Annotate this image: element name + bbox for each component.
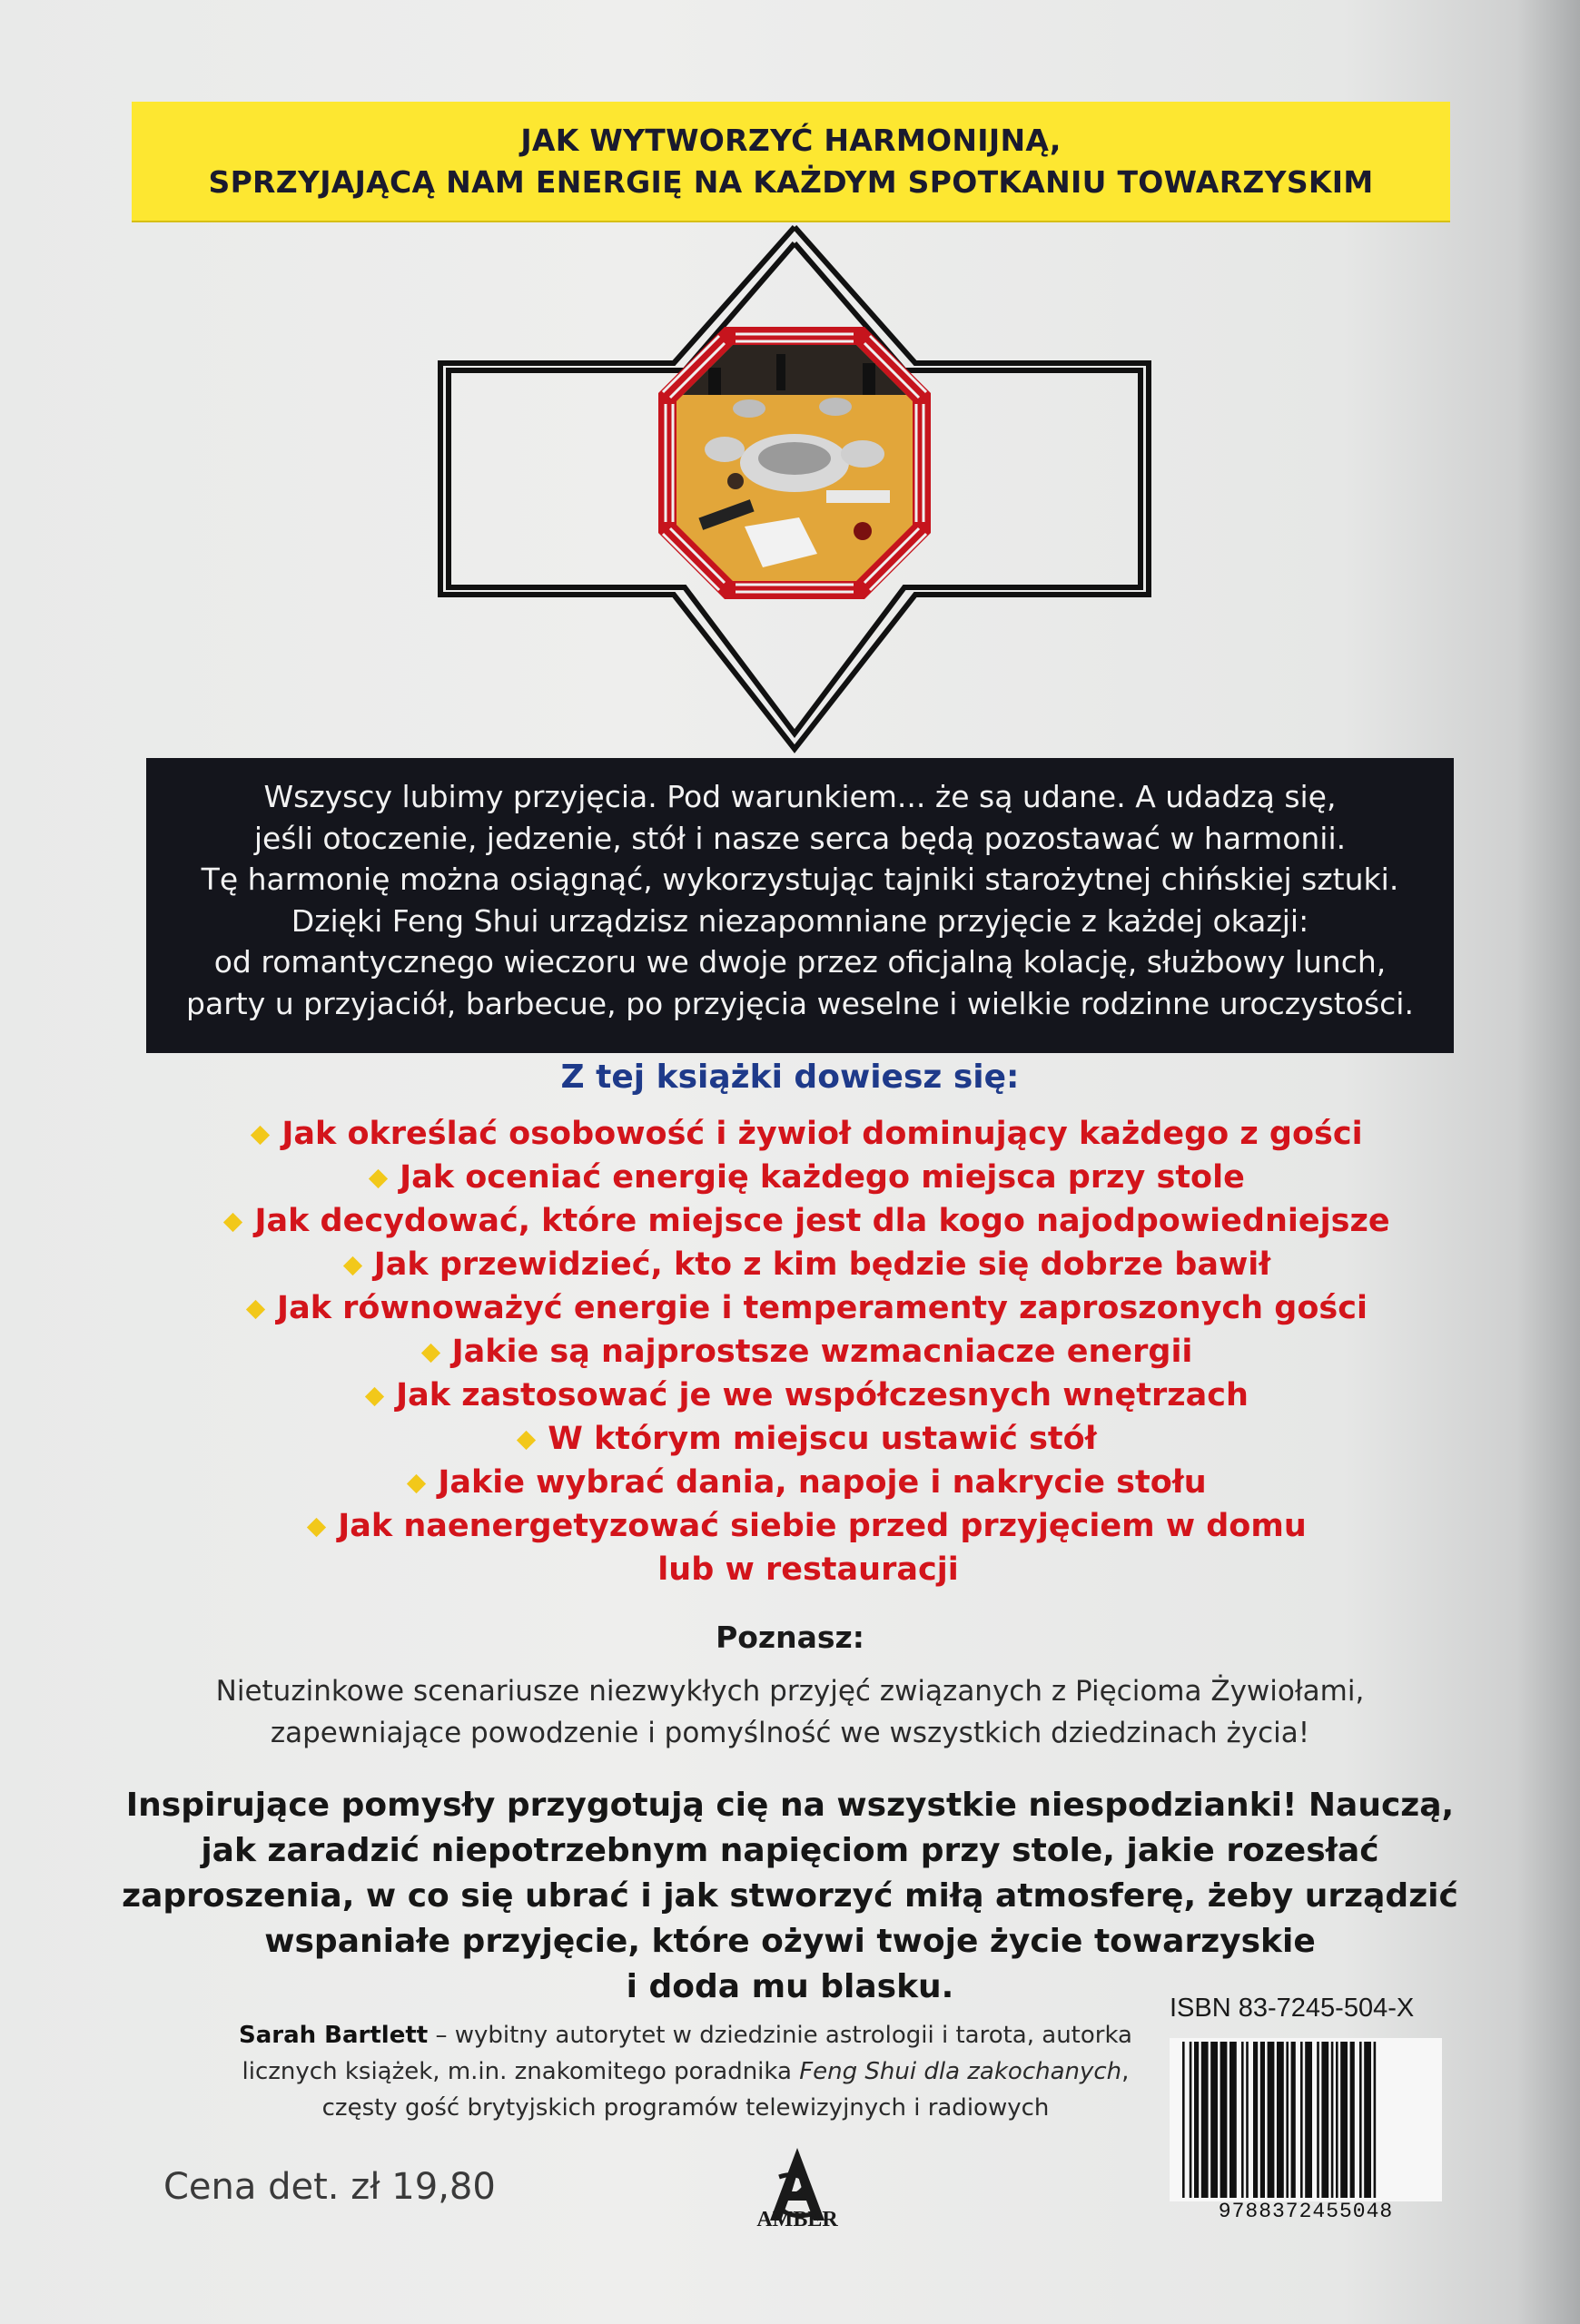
benefit-text-continuation: lub w restauracji bbox=[657, 1551, 959, 1588]
feng-shui-table-emblem bbox=[436, 218, 1153, 753]
barcode-bar bbox=[1305, 2042, 1312, 2198]
benefit-item bbox=[182, 1286, 1435, 1330]
barcode-bar bbox=[1286, 2042, 1289, 2198]
barcode-bar bbox=[1260, 2042, 1265, 2198]
intro-line: Dzięki Feng Shui urządzisz niezapomniane przyjęcie z każdej okazji: bbox=[291, 902, 1309, 939]
benefits-list bbox=[182, 1112, 1435, 1591]
author-bio bbox=[173, 2017, 1199, 2126]
barcode-bar bbox=[1220, 2042, 1228, 2198]
benefit-item bbox=[182, 1156, 1435, 1199]
intro-line: Tę harmonię można osiągnąć, wykorzystując tajniki starożytnej chińskiej sztuki. bbox=[201, 862, 1399, 897]
barcode-bar bbox=[1190, 2042, 1192, 2198]
promo-paragraph bbox=[118, 1783, 1462, 2010]
diamond-bullet-icon bbox=[369, 1168, 388, 1187]
know-heading: Poznasz: bbox=[716, 1620, 864, 1655]
barcode-bar bbox=[1210, 2042, 1218, 2198]
diamond-bullet-icon bbox=[251, 1125, 270, 1144]
benefit-item bbox=[182, 1417, 1435, 1461]
barcode-bar bbox=[1194, 2042, 1199, 2198]
barcode-bar bbox=[1246, 2042, 1249, 2198]
barcode-bar bbox=[1336, 2042, 1338, 2198]
diamond-bullet-icon bbox=[343, 1256, 362, 1275]
benefit-text: Jak decydować, które miejsce jest dla kogo najodpowiedniejsze bbox=[254, 1203, 1390, 1239]
benefit-item bbox=[182, 1504, 1435, 1591]
benefit-item bbox=[182, 1243, 1435, 1286]
barcode-bar bbox=[1317, 2042, 1319, 2198]
benefit-item bbox=[182, 1112, 1435, 1156]
diamond-bullet-icon bbox=[307, 1517, 326, 1536]
benefit-text: Jakie są najprostsze wzmacniacze energii bbox=[451, 1334, 1193, 1370]
barcode-bar bbox=[1340, 2042, 1348, 2198]
benefit-text: W którym miejscu ustawić stół bbox=[548, 1421, 1097, 1457]
barcode-bar bbox=[1201, 2042, 1209, 2198]
promo-line: zaproszenia, w co się ubrać i jak stworzyć miłą atmosferę, żeby urządzić bbox=[122, 1877, 1458, 1915]
diamond-bullet-icon bbox=[246, 1299, 265, 1318]
barcode-bar bbox=[1350, 2042, 1355, 2198]
isbn-label: ISBN 83-7245-504-X bbox=[1170, 1994, 1415, 2023]
publisher-name: AMBER bbox=[756, 2208, 838, 2231]
diamond-bullet-icon bbox=[407, 1473, 426, 1492]
promo-line: wspaniałe przyjęcie, które ożywi twoje życie towarzyskie bbox=[264, 1923, 1316, 1960]
barcode-bar bbox=[1182, 2042, 1185, 2198]
barcode bbox=[1170, 2038, 1442, 2201]
barcode-bar bbox=[1374, 2042, 1377, 2198]
diamond-bullet-icon bbox=[223, 1212, 242, 1231]
book-title-reference: Feng Shui dla zakochanych bbox=[799, 2058, 1122, 2085]
headline-band bbox=[132, 102, 1450, 222]
know-line: Nietuzinkowe scenariusze niezwykłych przyjęć związanych z Pięcioma Żywiołami, bbox=[215, 1675, 1365, 1708]
diamond-bullet-icon bbox=[420, 1343, 439, 1362]
benefit-item bbox=[182, 1374, 1435, 1417]
table-setting-photo bbox=[672, 340, 917, 586]
diamond-bullet-icon bbox=[517, 1430, 536, 1449]
benefit-item bbox=[182, 1461, 1435, 1504]
barcode-bar bbox=[1331, 2042, 1334, 2198]
know-line: zapewniające powodzenie i pomyślność we wszystkich dziedzinach życia! bbox=[270, 1717, 1310, 1749]
know-text bbox=[91, 1670, 1489, 1754]
benefit-text: Jak równoważyć energie i temperamenty zaproszonych gości bbox=[277, 1290, 1368, 1326]
ean-number: 9788372455048 bbox=[1218, 2200, 1394, 2223]
learn-heading: Z tej książki dowiesz się: bbox=[560, 1059, 1020, 1096]
price-label: Cena det. zł 19,80 bbox=[163, 2166, 496, 2208]
intro-line: party u przyjaciół, barbecue, po przyjęcia weselne i wielkie rodzinne uroczystości. bbox=[186, 985, 1414, 1021]
barcode-bar bbox=[1229, 2042, 1237, 2198]
author-line-2-pre: licznych książek, m.in. znakomitego poradnika bbox=[242, 2058, 800, 2085]
barcode-bar bbox=[1300, 2042, 1303, 2198]
author-line-1: – wybitny autorytet w dziedzinie astrologii i tarota, autorka bbox=[435, 2022, 1132, 2049]
barcode-bar bbox=[1291, 2042, 1296, 2198]
headline-line-2: SPRZYJAJĄCĄ NAM ENERGIĘ NA KAŻDYM SPOTKANIU TOWARZYSKIM bbox=[208, 164, 1374, 200]
promo-line: i doda mu blasku. bbox=[626, 1968, 954, 2005]
author-line bbox=[173, 2053, 1199, 2090]
barcode-bar bbox=[1277, 2042, 1284, 2198]
author-line: częsty gość brytyjskich programów telewizyjnych i radiowych bbox=[321, 2094, 1050, 2122]
promo-line: jak zaradzić niepotrzebnym napięciom przy stole, jakie rozesłać bbox=[201, 1832, 1379, 1869]
intro-line: jeśli otoczenie, jedzenie, stół i nasze serca będą pozostawać w harmonii. bbox=[253, 820, 1347, 856]
benefit-text: Jak zastosować je we współczesnych wnętrzach bbox=[396, 1377, 1249, 1413]
benefit-text: Jak określać osobowość i żywioł dominujący każdego z gości bbox=[281, 1116, 1363, 1152]
barcode-bar bbox=[1241, 2042, 1244, 2198]
benefit-text: Jak przewidzieć, kto z kim będzie się dobrze bawił bbox=[373, 1246, 1271, 1283]
intro-line: Wszyscy lubimy przyjęcia. Pod warunkiem... że są udane. A udadzą się, bbox=[263, 779, 1337, 814]
benefit-item bbox=[182, 1330, 1435, 1374]
barcode-bar bbox=[1268, 2042, 1275, 2198]
barcode-bar bbox=[1253, 2042, 1258, 2198]
barcode-bar bbox=[1364, 2042, 1371, 2198]
intro-text-box bbox=[146, 758, 1454, 1053]
benefit-text: Jak naenergetyzować siebie przed przyjęciem w domu bbox=[338, 1508, 1307, 1544]
benefit-text: Jakie wybrać dania, napoje i nakrycie stołu bbox=[438, 1464, 1207, 1501]
author-line bbox=[173, 2017, 1199, 2053]
benefit-item bbox=[182, 1199, 1435, 1243]
barcode-bar bbox=[1359, 2042, 1362, 2198]
promo-line: Inspirujące pomysły przygotują cię na wszystkie niespodzianki! Nauczą, bbox=[125, 1787, 1455, 1824]
headline-line-1: JAK WYTWORZYĆ HARMONIJNĄ, bbox=[520, 123, 1062, 158]
intro-line: od romantycznego wieczoru we dwoje przez oficjalną kolację, służbowy lunch, bbox=[213, 944, 1387, 980]
author-name: Sarah Bartlett bbox=[238, 2022, 429, 2049]
benefit-text: Jak oceniać energię każdego miejsca przy stole bbox=[400, 1159, 1245, 1196]
diamond-bullet-icon bbox=[365, 1386, 384, 1405]
author-line-2-post: , bbox=[1121, 2058, 1130, 2085]
barcode-bar bbox=[1321, 2042, 1328, 2198]
